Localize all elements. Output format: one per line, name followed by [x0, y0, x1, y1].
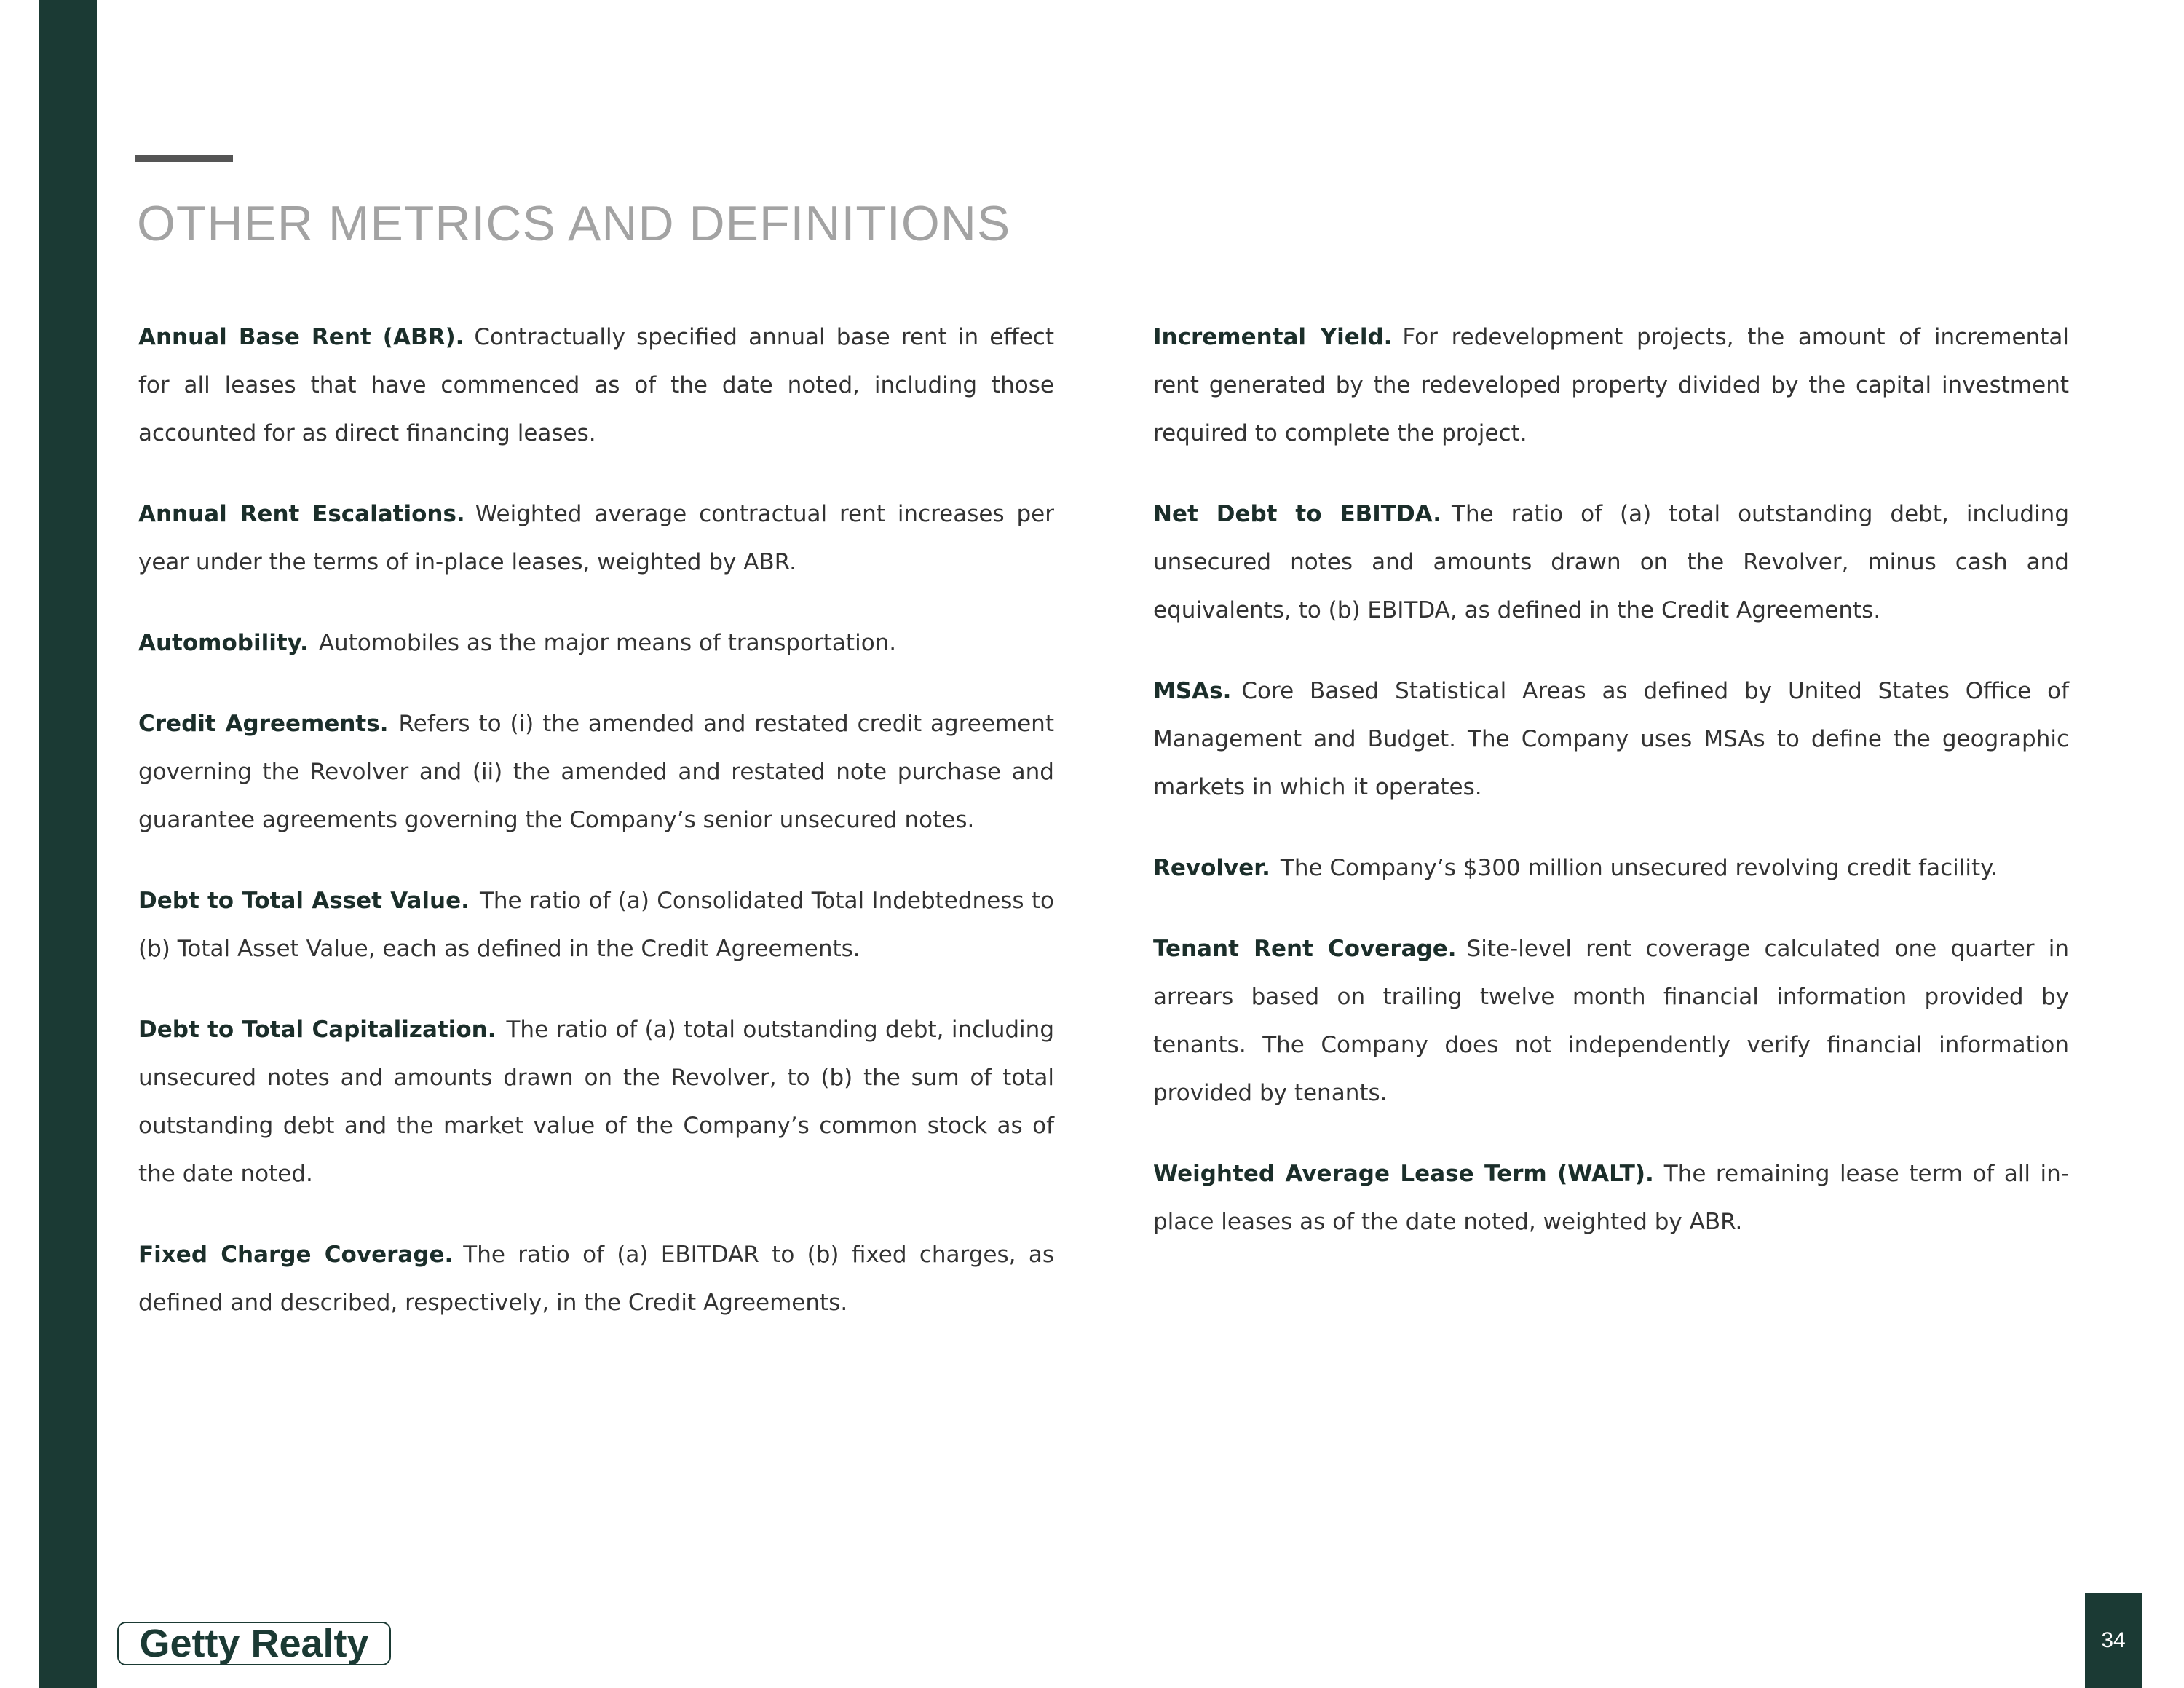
definition-text: The ratio of (a) Consolidated Total Indebtedness to (b) Total Asset Value, each as defined in the Credit Agreements.	[138, 888, 1054, 962]
definition-text: Site-level rent coverage calculated one quarter in arrears based on trailing twelve month financial information provided by tenants. The Company does not independently verify financial information provided by tenants.	[1153, 936, 2070, 1106]
definition-text: Automobiles as the major means of transportation.	[318, 630, 897, 656]
definition-text: The ratio of (a) total outstanding debt, including unsecured notes and amounts drawn on the Revolver, minus cash and equivalents, to (b) EBITDA, as defined in the Credit Agreements.	[1153, 501, 2070, 623]
definition-text: The remaining lease term of all in-place leases as of the date noted, weighted by ABR.	[1153, 1161, 2069, 1235]
definition-walt	[1153, 1150, 2069, 1246]
definition-term: Automobility.	[138, 630, 309, 656]
definition-term: Annual Rent Escalations.	[138, 501, 465, 527]
page-number-box	[2085, 1593, 2142, 1688]
definition-revolver	[1153, 844, 2069, 892]
definition-term: Net Debt to EBITDA.	[1153, 501, 1442, 527]
definition-text: The ratio of (a) EBITDAR to (b) fixed charges, as defined and described, respectively, in the Credit Agreements.	[138, 1242, 1054, 1316]
side-accent-bar	[39, 0, 97, 1688]
getty-realty-logo: Getty Realty	[117, 1622, 391, 1665]
page-number: 34	[2101, 1628, 2126, 1652]
definitions-column-left	[138, 313, 1054, 1360]
definition-automobility	[138, 619, 1054, 667]
definition-msas	[1153, 667, 2069, 811]
page-title: OTHER METRICS AND DEFINITIONS	[137, 196, 1011, 251]
definition-net-debt-to-ebitda	[1153, 490, 2069, 634]
definition-text: The Company’s $300 million unsecured revolving credit facility.	[1280, 855, 1998, 881]
definition-incremental-yield	[1153, 313, 2069, 457]
definition-text: Weighted average contractual rent increases per year under the terms of in-place leases, weighted by ABR.	[138, 501, 1055, 575]
definition-term: Debt to Total Capitalization.	[138, 1017, 496, 1043]
definition-term: Revolver.	[1153, 855, 1270, 881]
definition-debt-to-total-capitalization	[138, 1006, 1054, 1198]
definition-term: Fixed Charge Coverage.	[138, 1242, 454, 1268]
definition-term: Weighted Average Lease Term (WALT).	[1153, 1161, 1654, 1187]
definition-tenant-rent-coverage	[1153, 925, 2069, 1117]
definition-annual-rent-escalations	[138, 490, 1054, 586]
definition-term: Debt to Total Asset Value.	[138, 888, 470, 914]
definition-term: Credit Agreements.	[138, 711, 389, 737]
definition-text: Refers to (i) the amended and restated credit agreement governing the Revolver and (ii) the amended and restated note purchase and guarantee agreements governing the Company’s senior unsecured notes.	[138, 711, 1054, 833]
title-rule	[135, 155, 233, 162]
definition-term: MSAs.	[1153, 678, 1232, 704]
definition-text: For redevelopment projects, the amount of incremental rent generated by the redeveloped property divided by the capital investment required to complete the project.	[1153, 324, 2069, 446]
definitions-column-right	[1153, 313, 2069, 1279]
definition-term: Annual Base Rent (ABR).	[138, 324, 464, 350]
definition-text: Core Based Statistical Areas as defined by United States Office of Management and Budget. The Company uses MSAs to define the geographic markets in which it operates.	[1153, 678, 2069, 800]
definition-credit-agreements	[138, 700, 1054, 844]
definition-debt-to-total-asset-value	[138, 877, 1054, 973]
definition-term: Incremental Yield.	[1153, 324, 1393, 350]
definition-term: Tenant Rent Coverage.	[1153, 936, 1457, 962]
definition-annual-base-rent	[138, 313, 1054, 457]
definition-fixed-charge-coverage	[138, 1231, 1054, 1327]
definition-text: Contractually specified annual base rent in effect for all leases that have commenced as of the date noted, including those accounted for as direct financing leases.	[138, 324, 1054, 446]
definition-text: The ratio of (a) total outstanding debt, including unsecured notes and amounts drawn on the Revolver, to (b) the sum of total outstanding debt and the market value of the Company’s common stock as of the date noted.	[138, 1017, 1054, 1187]
